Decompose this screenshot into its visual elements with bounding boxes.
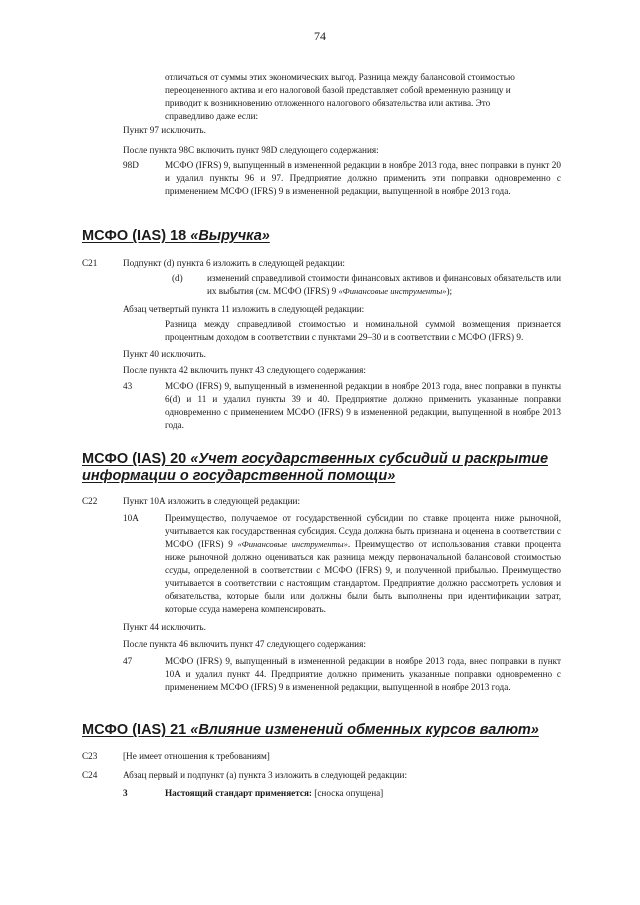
section-heading: МСФО (IAS) 20 «Учет государственных субсидий и раскрытие <box>82 451 549 467</box>
paragraph-number: 3 <box>123 788 128 798</box>
text-line: приводит к возникновению отложенного налогового обязательства или актива. Это <box>165 98 491 108</box>
paragraph-number: 98D <box>123 160 139 170</box>
paragraph-text: Разница между справедливой стоимостью и номинальной суммой возмещения признается процентным доходом в соответствии с пунктами 29–30 и в соответствии с МСФО (IFRS) 9. <box>165 319 561 342</box>
instruction-text: Пункт 97 исключить. <box>123 125 206 135</box>
section-heading: МСФО (IAS) 18 «Выручка» <box>82 228 270 244</box>
section-heading-continued: информации о государственной помощи» <box>82 468 396 484</box>
instruction-text: После пункта 46 включить пункт 47 следующего содержания: <box>123 639 366 649</box>
continuation-paragraph <box>165 71 561 123</box>
instruction-text: [Не имеет отношения к требованиям] <box>123 751 270 761</box>
instruction-text: Пункт 44 исключить. <box>123 622 206 632</box>
instruction-text: Абзац первый и подпункт (а) пункта 3 изложить в следующей редакции: <box>123 770 408 780</box>
text-line: переоцененного актива и его налоговой базой представляет собой временную разницу и <box>165 85 511 95</box>
paragraph-text: Настоящий стандарт применяется: [сноска опущена] <box>165 788 384 798</box>
instruction-text: Абзац четвертый пункта 11 изложить в следующей редакции: <box>123 304 365 314</box>
paragraph-text: МСФО (IFRS) 9, выпущенный в измененной редакции в ноябре 2013 года, внес поправки в пункт 10А и удалил пункт 44. Предприятие должно применить указанные поправки одновременно с применением МСФО (IFRS) 9 в измененной редакции, выпущенной в ноябре 2013 года. <box>165 656 561 692</box>
section-code: C24 <box>82 770 98 780</box>
subparagraph-text: изменений справедливой стоимости финансовых активов и финансовых обязательств или их выбытия (см. МСФО (IFRS) 9 «Финансовые инструменты»); <box>207 273 561 296</box>
paragraph-text: Преимущество, получаемое от государственной субсидии по ставке процента ниже рыночной, учитывается как государственная субсидия. Ссуда должна быть признана и оценена в соответствии с МСФО (IFRS) 9 «Финансовые инструменты». Преимущество от использования ставки процента ниже рыночной должно оцениваться как разница между первоначальной балансовой стоимостью ссуды, определенной в соответствии с МСФО (IFRS) 9, и полученной прибылью. Преимущество учитывается в соответствии с настоящим стандартом. Предприятие должно рассмотреть условия и обязательства, которые были или должны были быть выполнены при идентификации затрат, которые ссуда намерена компенсировать. <box>165 513 561 614</box>
instruction-text: После пункта 98С включить пункт 98D следующего содержания: <box>123 145 379 155</box>
section-code: C22 <box>82 496 98 506</box>
paragraph-text: МСФО (IFRS) 9, выпущенный в измененной редакции в ноябре 2013 года, внес поправки в пункты 6(d) и 11 и удалил пункты 39 и 40. Предприятие должно применить указанные поправки одновременно с применением МСФО (IFRS) 9 в измененной редакции, выпущенной в ноябре 2013 года. <box>165 381 561 430</box>
instruction-text: После пункта 42 включить пункт 43 следующего содержания: <box>123 365 366 375</box>
section-heading: МСФО (IAS) 21 «Влияние изменений обменных курсов валют» <box>82 722 539 738</box>
instruction-text: Пункт 10А изложить в следующей редакции: <box>123 496 301 506</box>
paragraph-number: 10А <box>123 513 139 523</box>
text-line: отличаться от суммы этих экономических выгод. Разница между балансовой стоимостью <box>165 72 515 82</box>
paragraph-text: МСФО (IFRS) 9, выпущенный в измененной редакции в ноябре 2013 года, внес поправки в пункт 20 и удалил пункты 96 и 97. Предприятие должно применить эти поправки одновременно с применением МСФО (IFRS) 9 в измененной редакции, выпущенной в ноябре 2013 года. <box>165 160 561 196</box>
section-code: C21 <box>82 258 98 268</box>
paragraph-number: 43 <box>123 381 133 391</box>
section-code: C23 <box>82 751 98 761</box>
page-number: 74 <box>314 29 326 43</box>
paragraph-number: 47 <box>123 656 133 666</box>
text-line: справедливо даже если: <box>165 111 259 121</box>
subparagraph-label: (d) <box>172 273 183 283</box>
instruction-text: Подпункт (d) пункта 6 изложить в следующей редакции: <box>123 258 345 268</box>
instruction-text: Пункт 40 исключить. <box>123 349 206 359</box>
